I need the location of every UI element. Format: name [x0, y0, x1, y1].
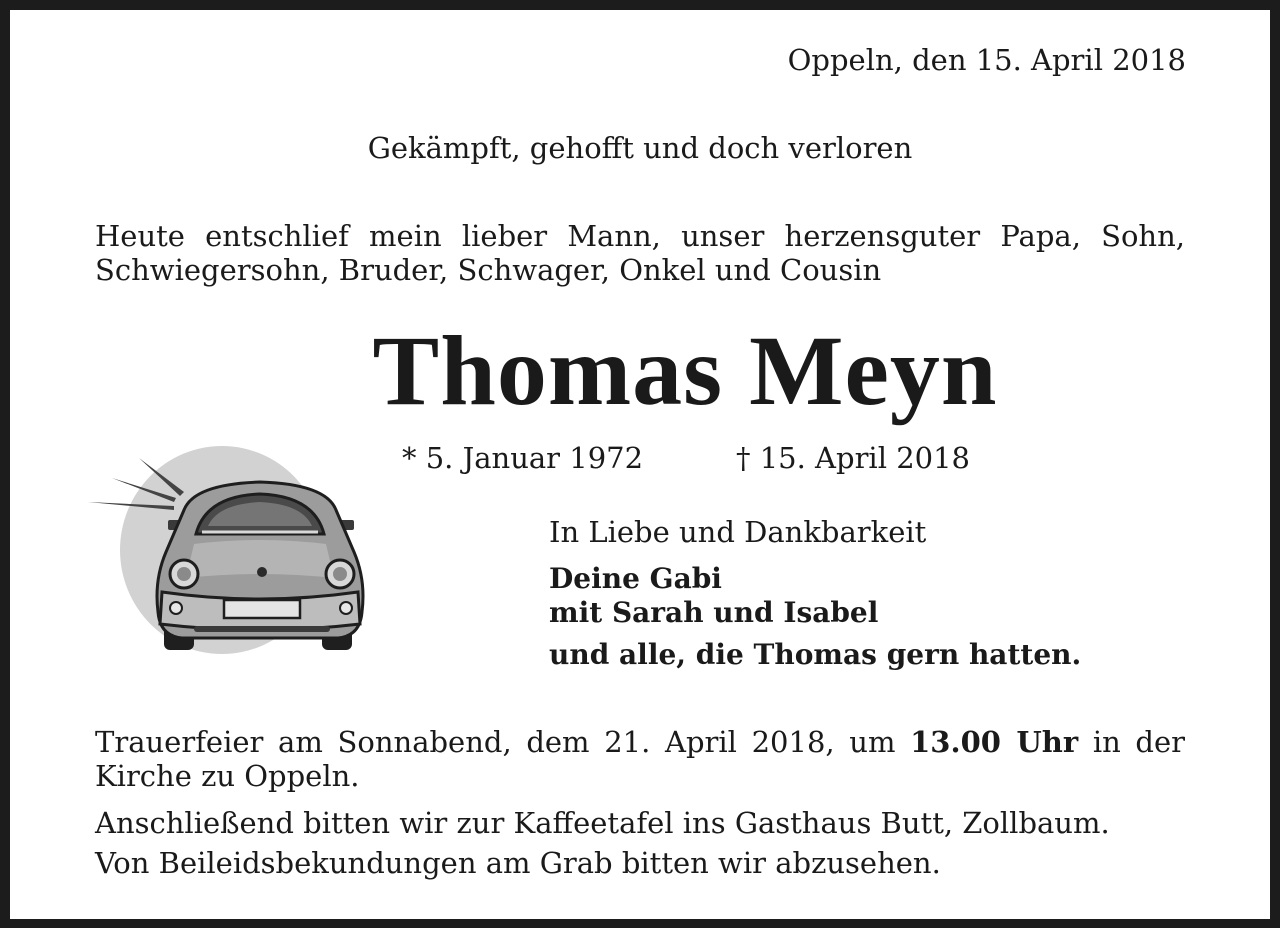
service-line-1	[95, 725, 1185, 759]
service-time: 13.00 Uhr	[910, 725, 1079, 759]
service-place-prefix: in der	[1092, 725, 1186, 759]
service-line-2: Kirche zu Oppeln.	[95, 759, 360, 793]
mourner-line-1: Deine Gabi	[549, 562, 722, 595]
mourner-line-3: und alle, die Thomas gern hatten.	[549, 638, 1082, 671]
birth-date: * 5. Januar 1972	[402, 441, 644, 475]
motto: Gekämpft, gehofft und doch verloren	[367, 131, 913, 165]
service-info	[95, 725, 1185, 793]
mourners-intro: In Liebe und Dankbarkeit	[549, 515, 927, 549]
condolence-note: Von Beileidsbekundungen am Grab bitten wir abzusehen.	[95, 846, 941, 880]
intro-text	[95, 219, 1185, 287]
deceased-name: Thomas Meyn	[372, 315, 998, 426]
service-date-text: Trauerfeier am Sonnabend, dem 21. April 2018, um	[95, 725, 896, 759]
intro-line-2: Schwiegersohn, Bruder, Schwager, Onkel und Cousin	[95, 253, 882, 287]
mourner-line-2: mit Sarah und Isabel	[549, 596, 879, 629]
intro-line-1: Heute entschlief mein lieber Mann, unser herzensguter Papa, Sohn,	[95, 219, 1185, 253]
place-date: Oppeln, den 15. April 2018	[787, 43, 1186, 77]
coffee-note: Anschließend bitten wir zur Kaffeetafel ins Gasthaus Butt, Zollbaum.	[95, 806, 1110, 840]
death-date: † 15. April 2018	[736, 441, 970, 475]
car-icon	[84, 440, 384, 670]
